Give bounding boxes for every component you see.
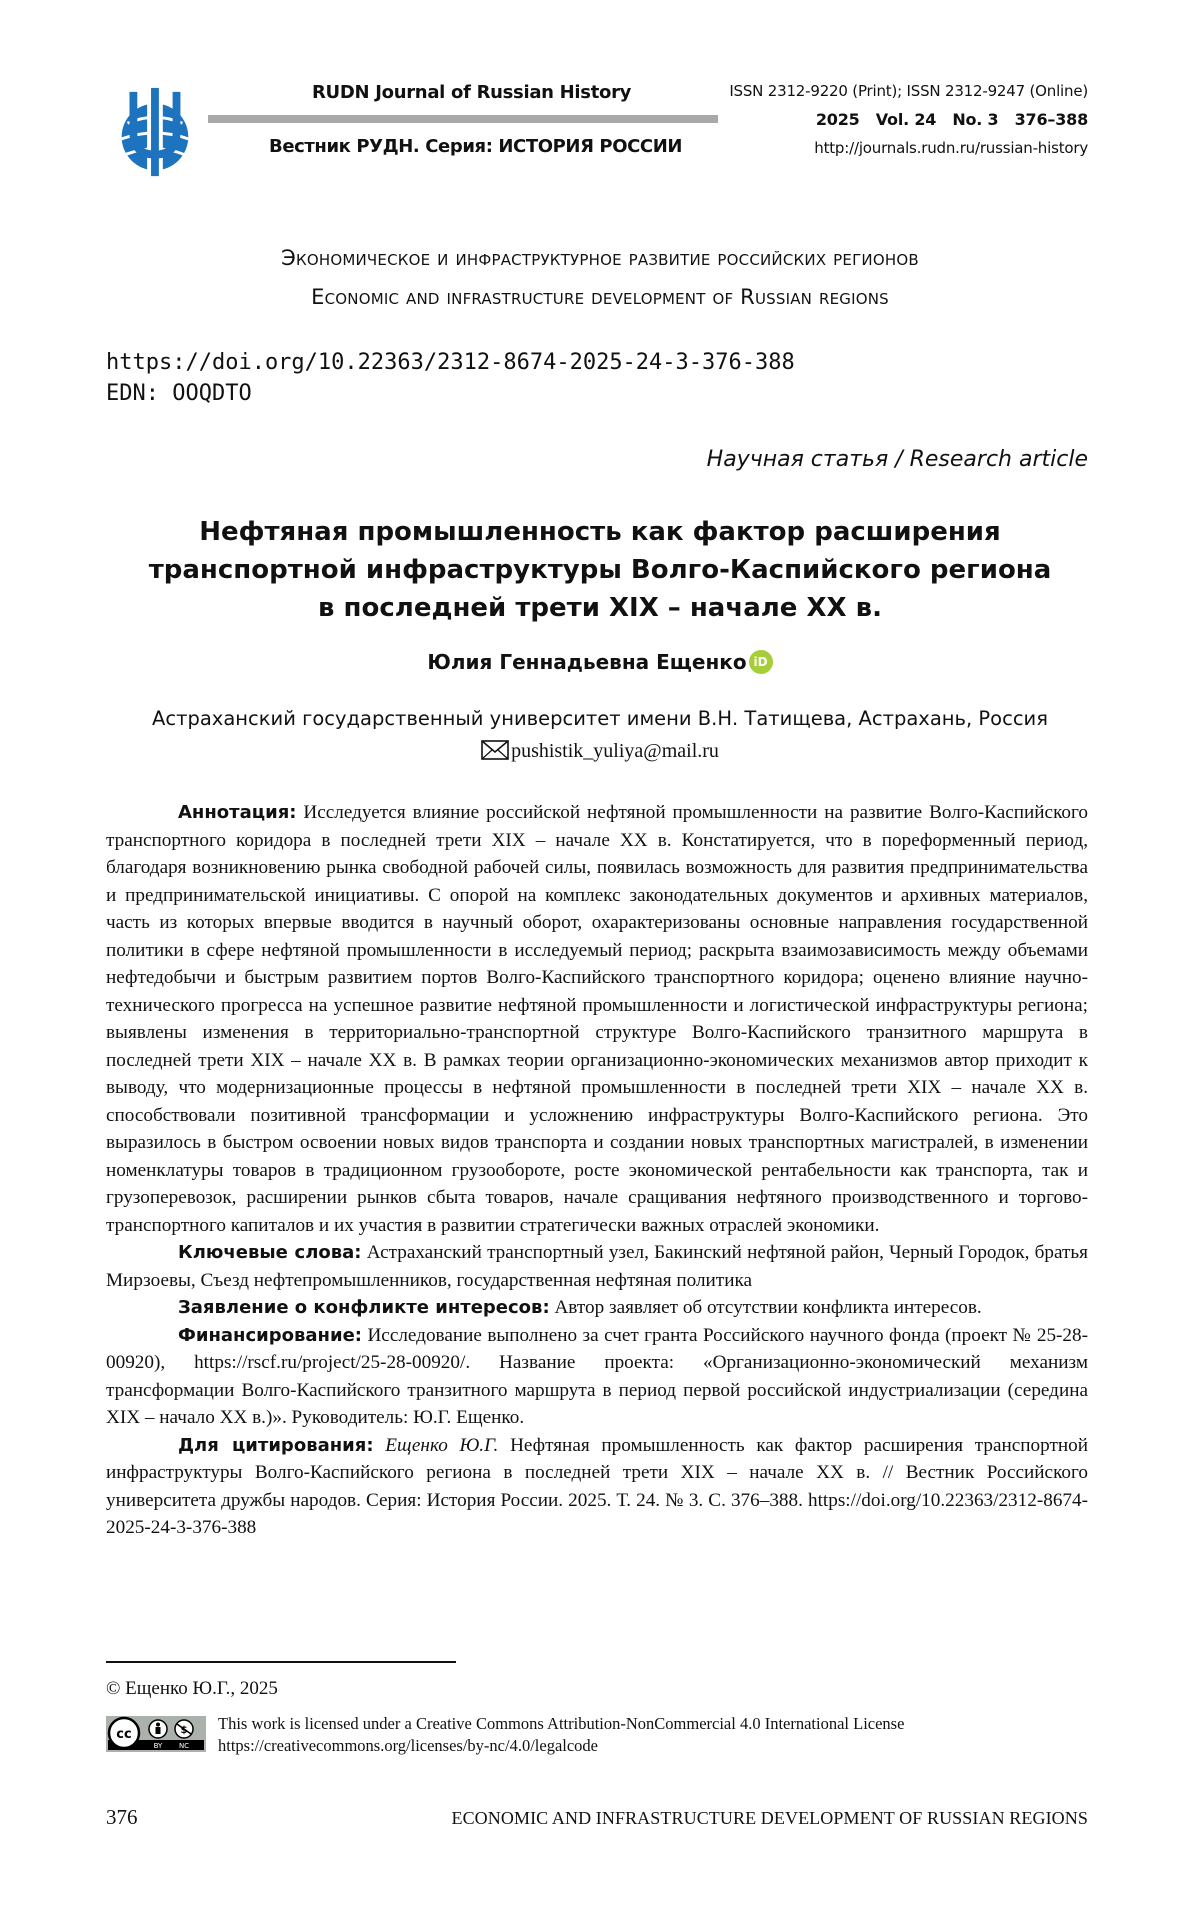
conflict-of-interest bbox=[106, 1294, 1088, 1322]
nc-badge-text: NC bbox=[179, 1742, 189, 1750]
cc-badge-text: cc bbox=[116, 1727, 131, 1742]
affiliation: Астраханский государственный университет имени В.Н. Татищева, Астрахань, Россия bbox=[0, 707, 1200, 730]
journal-title-en: RUDN Journal of Russian History bbox=[312, 82, 631, 103]
title-line: в последней трети XIX – начале XX в. bbox=[100, 589, 1100, 627]
article-front-matter bbox=[106, 799, 1088, 1542]
license-text: This work is licensed under a Creative Commons Attribution-NonCommercial 4.0 International License bbox=[218, 1713, 904, 1735]
author-email bbox=[0, 740, 1200, 763]
page-number: 376 bbox=[106, 1805, 138, 1830]
header-divider bbox=[208, 115, 718, 123]
title-line: Нефтяная промышленность как фактор расширения bbox=[100, 513, 1100, 551]
issue-info: 2025 Vol. 24 No. 3 376–388 bbox=[816, 110, 1088, 129]
abstract bbox=[106, 799, 1088, 1239]
keywords bbox=[106, 1239, 1088, 1294]
article-type: Научная статья / Research article bbox=[707, 447, 1088, 472]
issn: ISSN 2312-9220 (Print); ISSN 2312-9247 (Online) bbox=[729, 82, 1088, 100]
conflict-text: Автор заявляет об отсутствии конфликта интересов. bbox=[554, 1297, 981, 1318]
journal-title-ru: Вестник РУДН. Серия: ИСТОРИЯ РОССИИ bbox=[269, 136, 682, 157]
abstract-label: Аннотация: bbox=[178, 802, 296, 823]
footnote-rule bbox=[106, 1661, 456, 1663]
citation-text: Нефтяная промышленность как фактор расширения транспортной инфраструктуры Волго-Каспийского региона в последней трети XIX – начале XX в. // Вестник Российского университета дружбы народов. Серия: История России. 2025. Т. 24. № 3. С. 376–388. https://doi.org/10.22363/2312-8674-2025-24-3-376-388 bbox=[106, 1435, 1088, 1539]
edn: EDN: OOQDTO bbox=[106, 381, 252, 406]
author-name: Юлия Геннадьевна Ещенко bbox=[427, 650, 746, 674]
email-link[interactable]: pushistik_yuliya@mail.ru bbox=[511, 740, 719, 762]
doi-link[interactable]: https://doi.org/10.22363/2312-8674-2025-24-3-376-388 bbox=[106, 350, 795, 375]
footer-section: ECONOMIC AND INFRASTRUCTURE DEVELOPMENT OF RUSSIAN REGIONS bbox=[451, 1808, 1088, 1829]
keywords-label: Ключевые слова: bbox=[178, 1242, 361, 1263]
envelope-icon bbox=[481, 740, 509, 760]
title-line: транспортной инфраструктуры Волго-Каспийского региона bbox=[100, 551, 1100, 589]
funding-label: Финансирование: bbox=[178, 1325, 362, 1346]
rudn-logo-icon bbox=[104, 84, 202, 182]
author bbox=[0, 650, 1200, 674]
section-heading-en: Economic and infrastructure development of Russian regions bbox=[0, 285, 1200, 309]
abstract-text: Исследуется влияние российской нефтяной промышленности на развитие Волго-Каспийского транспортного коридора в последней трети XIX – начале XX в. Констатируется, что в пореформенный период, благодаря возникновению рынка свободной рабочей силы, появилась возможность для развития предпринимательства и предпринимательской инициативы. С опорой на комплекс законодательных документов и архивных материалов, часть из которых впервые вводится в научный оборот, охарактеризованы основные направления государственной политики в сфере нефтяной промышленности в исследуемый период; раскрыта взаимозависимость между объемами нефтедобычи и быстрым развитием портов Волго-Каспийского транспортного коридора; оценено влияние научно-технического прогресса на успешное развитие нефтяной промышленности и логистической инфраструктуры региона; выявлены изменения в территориально-транспортной структуре Волго-Каспийского транзитного маршрута в последней трети XIX – начале XX в. В рамках теории организационно-экономических механизмов автор приходит к выводу, что модернизационные процессы в нефтяной промышленности в последней трети XIX – начале XX в. способствовали позитивной трансформации и усложнению инфраструктуры Волго-Каспийского региона. Это выразилось в быстром освоении новых видов транспорта и создании новых транспортных магистралей, в изменении номенклатуры товаров в традиционном грузообороте, росте экономической рентабельности как транспорта, так и грузоперевозок, расширении рынков сбыта товаров, начале сращивания нефтяного производственного и торгово-транспортного капиталов и их участия в развитии стратегически важных отраслей экономики. bbox=[106, 802, 1088, 1236]
copyright: © Ещенко Ю.Г., 2025 bbox=[106, 1678, 278, 1700]
article-title bbox=[100, 513, 1100, 627]
funding-text: Исследование выполнено за счет гранта Российского научного фонда (проект № 25-28-00920), https://rscf.ru/project/25-28-00920/. Название проекта: «Организационно-экономический механизм трансформации Волго-Каспийского транзитного маршрута в период первой российской индустриализации (середина XIX – начало XX в.)». Руководитель: Ю.Г. Ещенко. bbox=[106, 1325, 1088, 1429]
journal-url[interactable]: http://journals.rudn.ru/russian-history bbox=[814, 139, 1088, 157]
funding bbox=[106, 1322, 1088, 1432]
svg-text:$: $ bbox=[181, 1725, 188, 1736]
citation-author: Ещенко Ю.Г. bbox=[385, 1435, 498, 1456]
citation bbox=[106, 1432, 1088, 1542]
by-badge-text: BY bbox=[154, 1742, 163, 1750]
citation-label: Для цитирования: bbox=[178, 1435, 374, 1456]
conflict-label: Заявление о конфликте интересов: bbox=[178, 1297, 550, 1318]
keywords-text: Астраханский транспортный узел, Бакинский нефтяной район, Черный Городок, братья Мирзоевы, Съезд нефтепромышленников, государственная нефтяная политика bbox=[106, 1242, 1088, 1291]
section-heading-ru: Экономическое и инфраструктурное развитие российских регионов bbox=[0, 246, 1200, 270]
license-note bbox=[218, 1713, 904, 1757]
license-url[interactable]: https://creativecommons.org/licenses/by-nc/4.0/legalcode bbox=[218, 1735, 904, 1757]
cc-by-nc-license-icon[interactable] bbox=[106, 1716, 206, 1752]
orcid-icon[interactable]: iD bbox=[749, 650, 773, 674]
